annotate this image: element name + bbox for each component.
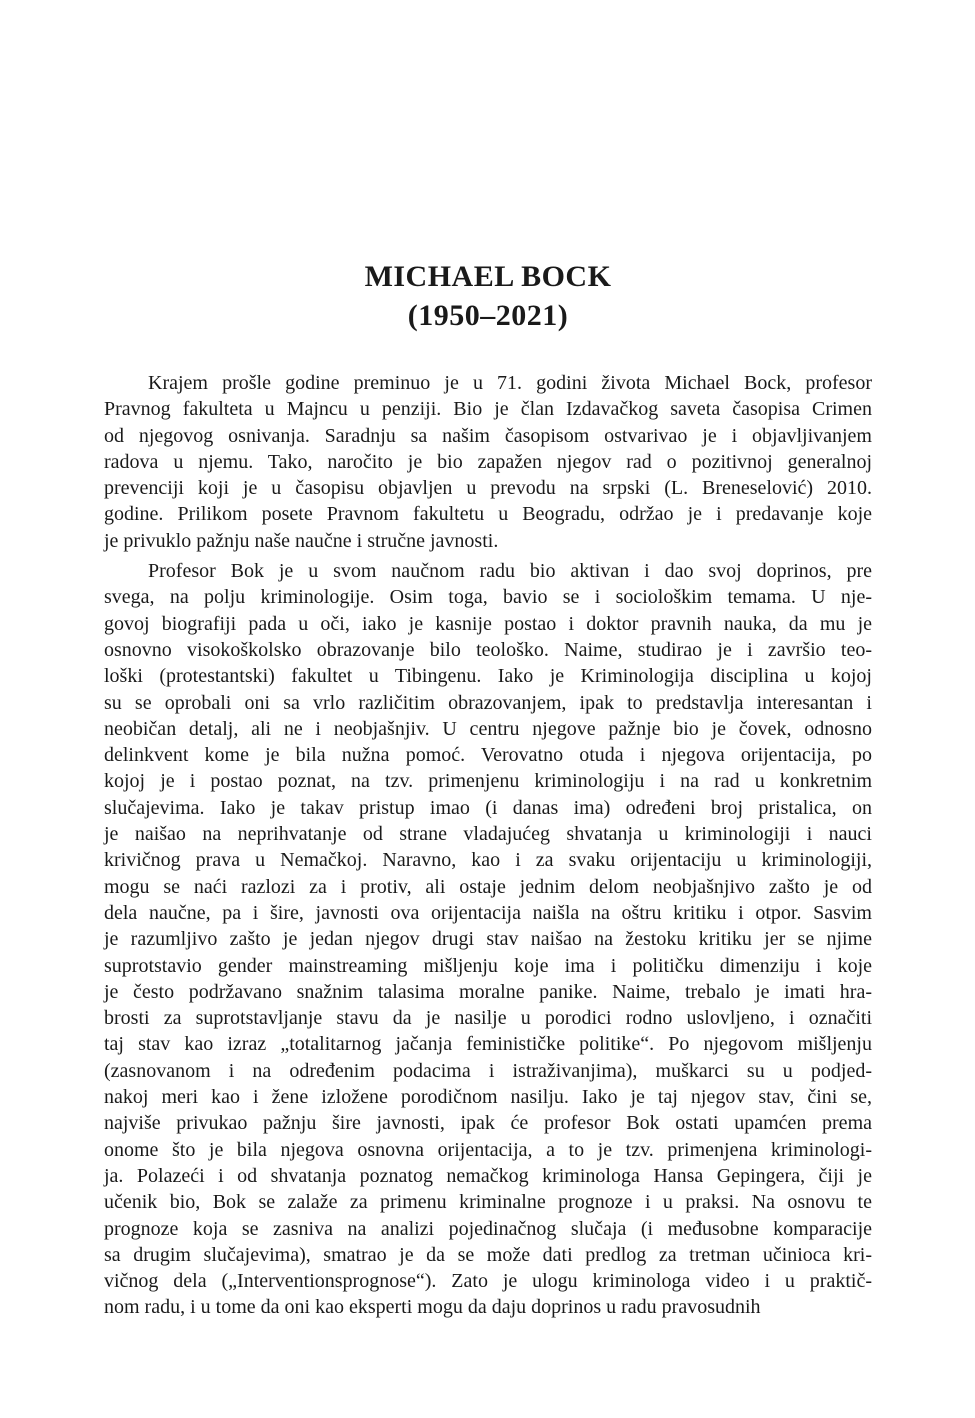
text-line: sa drugim slučajevima), smatrao je da se može dati predlog za tretman učinioca kri-: [104, 1243, 872, 1266]
text-line: prognoze koja se zasniva na analizi pojedinačnog slučaja (i međusobne komparacije: [104, 1217, 872, 1240]
text-line: nom radu, i u tome da oni kao eksperti mogu da daju doprinos u radu pravosudnih: [104, 1296, 761, 1319]
text-line: je naišao na neprihvatanje od strane vladajućeg shvatanja u kriminologiji i nauci: [104, 823, 872, 846]
text-line: Krajem prošle godine preminuo je u 71. godini života Michael Bock, profesor: [148, 372, 872, 394]
article-header: [104, 257, 872, 335]
text-line: mogu se naći razlozi za i protiv, ali ostaje jednim delom neobjašnjivo zašto je od: [104, 875, 872, 898]
text-line: govoj biografiji pada u oči, iako je kasnije postao i doktor pravnih nauka, da mu je: [104, 612, 872, 635]
text-line: su se oprobali oni sa vrlo različitim obrazovanjem, ipak to predstavlja interesantan i: [104, 691, 872, 714]
text-line: najviše privukao pažnju šire javnosti, ipak će profesor Bok ostati upamćen prema: [104, 1112, 872, 1135]
text-line: je često podržavano snažnim talasima moralne panike. Naime, trebalo je imati hra-: [104, 980, 872, 1003]
text-line: Pravnog fakulteta u Majncu u penziji. Bio je član Izdavačkog saveta časopisa Crimen: [104, 398, 872, 421]
article: [104, 0, 872, 1321]
text-line: slučajevima. Iako je takav pristup imao (i danas ima) određeni broj pristalica, on: [104, 796, 872, 819]
text-line: dela naučne, pa i šire, javnosti ova orijentacija naišla na oštru kritiku i otpor. Sasvim: [104, 901, 872, 924]
text-line: brosti za suprotstavljanje stavu da je nasilje u porodici rodno uslovljeno, i označiti: [104, 1007, 872, 1030]
text-line: nakoj meri kao i žene izložene porodičnom nasilju. Iako je taj njegov stav, čini se,: [104, 1086, 872, 1109]
text-line: neobičan detalj, ali ne i neobjašnjiv. U centru njegove pažnje bio je čovek, odnosno: [104, 717, 872, 740]
paragraph: [104, 558, 872, 1321]
text-line: radova u njemu. Tako, naročito je bio zapažen njegov rad o pozitivnoj generalnoj: [104, 450, 872, 473]
paragraph: [104, 370, 872, 554]
text-line: je privuklo pažnju naše naučne i stručne javnosti.: [104, 529, 499, 552]
text-line: prevenciji koji je u časopisu objavljen u prevodu na srpski (L. Breneselović) 2010.: [104, 477, 872, 500]
text-line: od njegovog osnivanja. Saradnju sa našim časopisom ostvarivao je i objavljivanjem: [104, 424, 872, 447]
text-line: godine. Prilikom posete Pravnom fakultetu u Beogradu, održao je i predavanje koje: [104, 503, 872, 526]
body-text: [104, 370, 872, 1321]
text-line: učenik bio, Bok se zalaže za primenu kriminalne prognoze i u praksi. Na osnovu te: [104, 1191, 872, 1214]
text-line: vičnog dela („Interventionsprognose“). Zato je ulogu kriminologa video i u praktič-: [104, 1270, 872, 1293]
text-line: Profesor Bok je u svom naučnom radu bio aktivan i dao svoj doprinos, pre: [148, 560, 872, 583]
text-line: ja. Polazeći i od shvatanja poznatog nemačkog kriminologa Hansa Gepingera, čiji je: [104, 1164, 872, 1187]
text-line: svega, na polju kriminologije. Osim toga, bavio se i sociološkim temama. U nje-: [104, 586, 872, 609]
text-line: suprotstavio gender mainstreaming mišljenju koje ima i političku dimenziju i koje: [104, 954, 872, 977]
article-subtitle: (1950–2021): [407, 299, 569, 332]
text-line: loški (protestantski) fakultet u Tibingenu. Iako je Kriminologija disciplina u kojoj: [104, 665, 872, 688]
text-line: kojoj je i postao poznat, na tzv. primenjenu kriminologiju i na rad u konkretnim: [104, 770, 872, 793]
text-line: (zasnovanom i na određenim podacima i istraživanjima), muškarci su u podjed-: [104, 1059, 872, 1082]
text-line: onome što je bila njegova osnovna orijentacija, a to je tzv. primenjena kriminologi-: [104, 1138, 872, 1161]
text-line: je razumljivo zašto je jedan njegov drugi stav naišao na žestoku kritiku jer se njime: [104, 928, 872, 951]
text-line: osnovno visokoškolsko obrazovanje bilo teološko. Naime, studirao je i završio teo-: [104, 638, 872, 661]
article-title: MICHAEL BOCK: [364, 260, 612, 293]
text-line: taj stav kao izraz „totalitarnog jačanja feminističke politike“. Po njegovom mišljenju: [104, 1033, 872, 1056]
text-line: delinkvent kome je bila nužna pomoć. Verovatno otuda i njegova orijentacija, po: [104, 744, 872, 767]
text-line: krivičnog prava u Nemačkoj. Naravno, kao i za svaku orijentaciju u kriminologiji,: [104, 849, 872, 872]
